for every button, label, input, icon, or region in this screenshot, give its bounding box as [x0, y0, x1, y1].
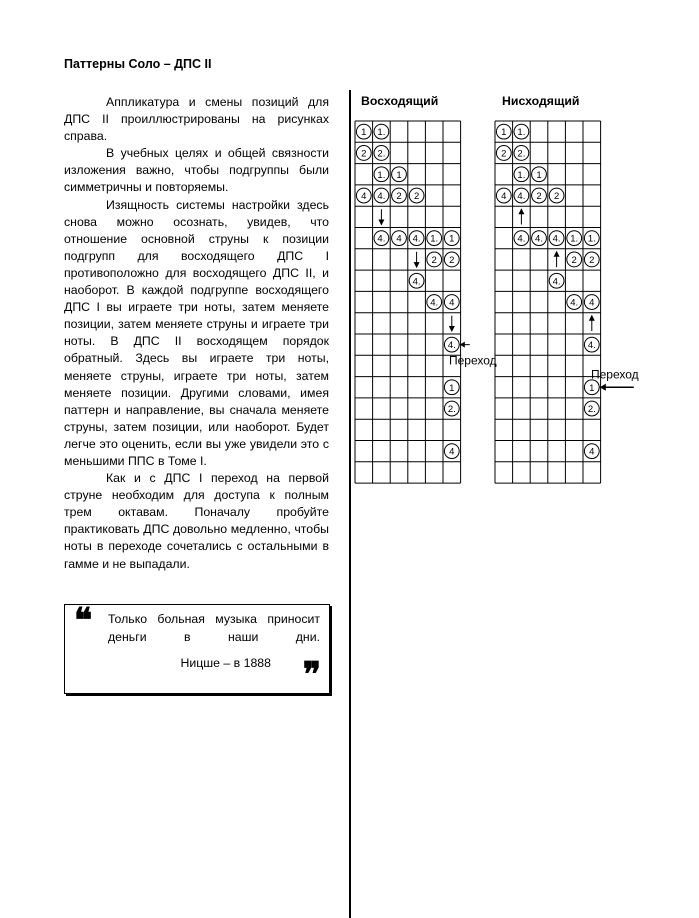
finger-note: [356, 124, 371, 139]
finger-number: 1.: [587, 233, 596, 245]
finger-number: 1: [449, 233, 455, 245]
finger-note: [374, 124, 389, 139]
finger-number: 1: [449, 382, 455, 394]
paragraph: Как и с ДПС I переход на первой струне необходим для доступа к полным трем октавам. Поначалу пробуйте практиковать ДПС довольно медленно, чтобы ноты в переходе сочетались с остальными в гамме и не выпадали.: [64, 471, 329, 571]
finger-note: [374, 188, 389, 203]
finger-number: 4.: [552, 276, 561, 288]
finger-note: [356, 146, 371, 161]
finger-number: 4: [589, 297, 595, 309]
finger-number: 1: [361, 127, 367, 139]
finger-number: 2: [361, 148, 367, 160]
finger-number: 2: [431, 254, 437, 266]
finger-number: 2: [501, 148, 507, 160]
finger-note: [444, 380, 459, 395]
finger-note: [374, 231, 389, 246]
finger-note: [374, 146, 389, 161]
finger-number: 4: [361, 191, 367, 203]
finger-number: 2: [396, 191, 402, 203]
finger-number: 2: [413, 191, 420, 203]
quote-text: Только больная музыка приносит деньги в наши дни.: [108, 612, 320, 644]
arrow-up-icon: [589, 315, 595, 331]
finger-note: [549, 188, 564, 203]
diagram-heading-descending: Нисходящий: [502, 94, 580, 108]
transition-label: Переход: [591, 367, 639, 382]
transition-label: Переход: [449, 353, 497, 368]
finger-note: [444, 401, 459, 416]
open-quote-icon: ❝: [74, 601, 93, 641]
finger-note: [514, 188, 529, 203]
finger-number: 4: [396, 233, 402, 245]
diagram-heading-ascending: Восходящий: [361, 94, 439, 108]
finger-note: [514, 124, 529, 139]
finger-number: 4.: [552, 233, 561, 245]
quote-author: Ницше – в 1888: [180, 656, 271, 670]
page-title: Паттерны Соло – ДПС II: [64, 57, 212, 71]
finger-number: 2: [589, 254, 595, 266]
finger-note: [567, 231, 582, 246]
fretboard-descending: [495, 121, 639, 483]
finger-note: [444, 337, 459, 352]
finger-note: [444, 295, 459, 310]
paragraph: В учебных целях и общей связности изложения важно, чтобы подгруппы были симметричны и повторяемы.: [64, 146, 329, 195]
finger-note: [584, 337, 599, 352]
paragraph: Изящность системы настройки здесь снова можно осознать, увидев, что отношение основной струны к позиции подгрупп для восходящего ДПС I противоположно для восходящего ДПС II, и наоборот. В каждой подгруппе восходящего ДПС I вы играете три ноты, затем меняете позиции, затем меняете струны и играете три ноты. В ДПС II восходящем порядок обратный. Здесь вы играете три ноты, меняете струны, играете три ноты, затем меняете позиции. Другими словами, имея паттерн и направление, вы сначала меняете струны, затем позиции, или наоборот. Будет легче это оценить, если вы уже увидели это с меньшими ППС в Томе I.: [64, 197, 329, 468]
paragraph: Аппликатура и смены позиций для ДПС II проиллюстрированы на рисунках справа.: [64, 95, 329, 144]
finger-note: [584, 444, 599, 459]
finger-note: [374, 167, 389, 182]
finger-number: 4.: [517, 191, 526, 203]
finger-note: [409, 188, 424, 203]
finger-note: [444, 231, 459, 246]
finger-number: 1: [589, 382, 595, 394]
finger-note: [514, 146, 529, 161]
finger-note: [567, 252, 582, 267]
finger-number: 2: [571, 254, 577, 266]
finger-number: 1: [501, 127, 507, 139]
finger-number: 4.: [570, 297, 579, 309]
finger-note: [444, 252, 459, 267]
finger-note: [496, 124, 511, 139]
close-quote-icon: ❞: [302, 655, 321, 695]
finger-note: [392, 231, 407, 246]
finger-number: 4.: [377, 233, 386, 245]
arrow-left-icon: [460, 342, 470, 348]
arrow-up-icon: [554, 251, 560, 267]
finger-note: [549, 231, 564, 246]
finger-number: 4: [449, 446, 455, 458]
finger-note: [567, 295, 582, 310]
finger-note: [584, 295, 599, 310]
finger-number: 4: [589, 446, 595, 458]
finger-note: [409, 273, 424, 288]
finger-number: 2.: [587, 404, 596, 416]
finger-number: 1.: [517, 169, 526, 181]
finger-number: 2.: [377, 148, 386, 160]
finger-note: [356, 188, 371, 203]
finger-note: [584, 380, 599, 395]
finger-note: [496, 146, 511, 161]
finger-number: 4.: [412, 233, 421, 245]
finger-number: 4: [449, 297, 455, 309]
arrow-down-icon: [414, 252, 420, 268]
finger-number: 2: [536, 191, 542, 203]
finger-note: [392, 167, 407, 182]
finger-number: 4.: [517, 233, 526, 245]
finger-note: [514, 167, 529, 182]
finger-note: [427, 252, 442, 267]
finger-number: 1.: [517, 127, 526, 139]
finger-number: 1: [396, 169, 402, 181]
arrow-down-icon: [378, 209, 384, 225]
finger-number: 1.: [377, 169, 386, 181]
arrow-up-icon: [518, 208, 524, 224]
finger-number: 2.: [517, 148, 526, 160]
finger-number: 4.: [535, 233, 543, 245]
finger-note: [427, 231, 442, 246]
finger-note: [514, 231, 529, 246]
finger-note: [584, 401, 599, 416]
finger-note: [532, 167, 547, 182]
finger-note: [584, 231, 599, 246]
finger-note: [409, 231, 424, 246]
finger-note: [532, 188, 547, 203]
finger-number: 4.: [430, 297, 439, 309]
finger-note: [444, 444, 459, 459]
finger-number: 2: [449, 254, 455, 266]
finger-number: 4.: [412, 276, 421, 288]
finger-number: 1.: [377, 127, 386, 139]
finger-note: [427, 295, 442, 310]
finger-number: 4: [501, 191, 507, 203]
fretboard-ascending: [355, 121, 497, 483]
finger-note: [584, 252, 599, 267]
arrow-down-icon: [449, 316, 455, 332]
finger-number: 1.: [570, 233, 579, 245]
finger-number: 4.: [377, 191, 386, 203]
finger-number: 1: [536, 169, 542, 181]
finger-number: 1.: [430, 233, 439, 245]
finger-note: [549, 273, 564, 288]
finger-note: [496, 188, 511, 203]
arrow-left-icon: [600, 384, 634, 391]
finger-note: [392, 188, 407, 203]
finger-number: 2: [553, 191, 560, 203]
finger-number: 4.: [587, 340, 596, 352]
finger-note: [532, 231, 547, 246]
finger-number: 4.: [447, 340, 456, 352]
finger-number: 2.: [447, 404, 456, 416]
